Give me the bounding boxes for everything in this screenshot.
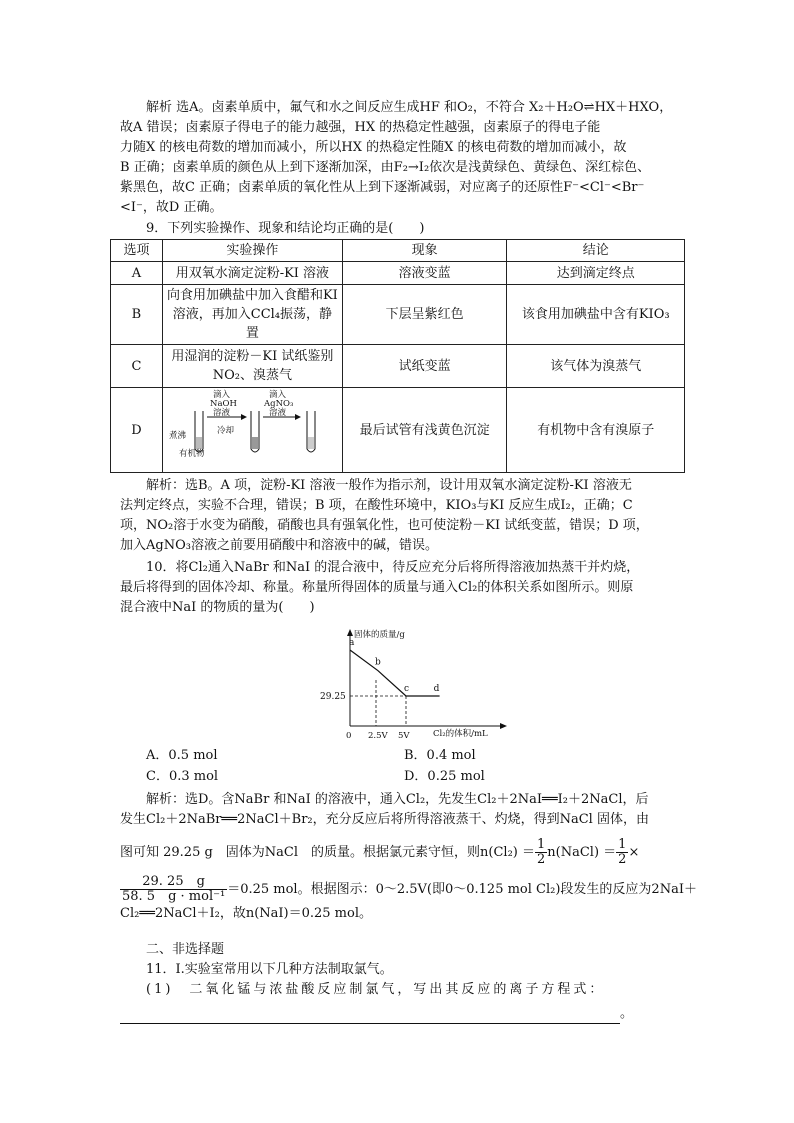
x-axis-arrow bbox=[500, 723, 507, 729]
numerator: 29. 25 g bbox=[120, 875, 227, 890]
point-label-c: c bbox=[404, 684, 410, 694]
fraction-mass-over-molar-mass bbox=[120, 875, 227, 904]
table-cell: 用双氧水滴定淀粉-KI 溶液 bbox=[162, 262, 342, 285]
table-cell: 下层呈紫红色 bbox=[342, 285, 507, 345]
text-line: 力随X 的核电荷数的增加而减小，所以HX 的热稳定性随X 的核电荷数的增加而减小，故 bbox=[120, 140, 627, 155]
table-cell: C bbox=[111, 345, 163, 388]
text-line: 解析 选A。卤素单质中，氟气和水之间反应生成HF 和O₂，不符合 X₂＋H₂O⇌HX＋HXO， bbox=[146, 100, 673, 115]
fraction-half bbox=[535, 838, 547, 867]
question-9-stem bbox=[120, 219, 680, 239]
header-cell: 实验操作 bbox=[162, 240, 342, 262]
denominator: 58. 5 g · mol⁻¹ bbox=[122, 889, 226, 904]
table-cell: A bbox=[111, 262, 163, 285]
question-10-stem bbox=[120, 558, 680, 618]
label-agno3: AgNO₃ bbox=[264, 399, 294, 409]
y-axis-arrow bbox=[347, 629, 353, 636]
text-line: 紫黑色，故C 正确；卤素单质的氧化性从上到下逐渐减弱，对应离子的还原性F⁻<Cl⁻<Br⁻ bbox=[120, 180, 645, 195]
table-cell: 向食用加碘盐中加入食醋和KI 溶液，再加入CCl₄振荡，静置 bbox=[162, 285, 342, 345]
text-fragment: n(NaCl) ＝ bbox=[547, 845, 617, 860]
answer-line bbox=[120, 1004, 680, 1024]
label-naoh: NaOH bbox=[210, 399, 238, 409]
option-d: D．0.25 mol bbox=[404, 769, 485, 784]
test-tube-diagram bbox=[167, 389, 337, 465]
option-b: B．0.4 mol bbox=[404, 748, 476, 763]
table-cell: 有机物中含有溴原子 bbox=[507, 388, 685, 473]
question-11: 11．Ⅰ.实验室常用以下几种方法制取氯气。 bbox=[146, 962, 393, 977]
text-line: 混合液中NaI 的物质的量为( ) bbox=[120, 600, 315, 615]
mass-volume-chart bbox=[318, 626, 508, 741]
label-cool: 冷却 bbox=[217, 426, 235, 436]
text-line: 项，NO₂溶于水变为硝酸，硝酸也具有强氧化性，也可使淀粉－KI 试纸变蓝，错误；D 项， bbox=[120, 518, 649, 533]
text-line: 解析：选B。A 项，淀粉-KI 溶液一般作为指示剂，设计用双氧水滴定淀粉-KI 溶液无 bbox=[146, 478, 632, 493]
table-row bbox=[111, 262, 685, 285]
x-tick-label: 2.5V bbox=[368, 731, 388, 741]
y-tick-label: 29.25 bbox=[320, 692, 346, 702]
text-line: Cl₂══2NaCl＋I₂，故n(NaI)＝0.25 mol。 bbox=[120, 906, 372, 921]
text-line: B 正确；卤素单质的颜色从上到下逐渐加深，由F₂→I₂依次是浅黄绿色、黄绿色、深红棕色、 bbox=[120, 160, 651, 175]
table-cell: 该食用加碘盐中含有KIO₃ bbox=[507, 285, 685, 345]
text-fragment: × bbox=[628, 845, 640, 860]
label-solution-1: 溶液 bbox=[213, 408, 231, 418]
label-organic: 有机物 bbox=[179, 449, 205, 459]
fraction-half bbox=[616, 838, 628, 867]
period: 。 bbox=[620, 1006, 634, 1021]
experiment-diagram-cell bbox=[162, 388, 342, 473]
y-axis-label: 固体的质量/g bbox=[354, 630, 405, 640]
point-label-d: d bbox=[433, 684, 440, 694]
x-tick-label: 0 bbox=[346, 731, 352, 741]
header-cell: 结论 bbox=[507, 240, 685, 262]
analysis-q10 bbox=[120, 790, 697, 924]
x-axis-label: Cl₂的体积/mL bbox=[433, 729, 488, 739]
question-9-table bbox=[110, 239, 685, 473]
question-10-options bbox=[146, 746, 686, 788]
text-line bbox=[120, 874, 697, 904]
table-cell: 试纸变蓝 bbox=[342, 345, 507, 388]
label-solution-2: 溶液 bbox=[269, 408, 287, 418]
table-row bbox=[111, 345, 685, 388]
table-cell: 溶液变蓝 bbox=[342, 262, 507, 285]
text-line: <I⁻，故D 正确。 bbox=[120, 200, 223, 215]
section-non-choice bbox=[120, 940, 680, 1024]
table-row bbox=[111, 285, 685, 345]
text-line: 发生Cl₂＋2NaBr══2NaCl＋Br₂，充分反应后将所得溶液蒸干、灼烧，得到NaCl 固体，由 bbox=[120, 812, 649, 827]
section-title: 二、非选择题 bbox=[146, 942, 225, 957]
answer-blank[interactable] bbox=[120, 1009, 620, 1024]
option-c: C．0.3 mol bbox=[146, 769, 219, 784]
text-line: 故A 错误；卤素原子得电子的能力越强，HX 的热稳定性越强，卤素原子的得电子能 bbox=[120, 120, 601, 135]
analysis-q9 bbox=[120, 476, 680, 556]
table-cell: 达到滴定终点 bbox=[507, 262, 685, 285]
label-drop-1: 滴入 bbox=[213, 390, 231, 400]
table-cell: 用湿润的淀粉－KI 试纸鉴别NO₂、溴蒸气 bbox=[162, 345, 342, 388]
x-tick-label: 5V bbox=[398, 731, 410, 741]
arrow-head-2 bbox=[295, 414, 301, 420]
denominator: 2 bbox=[618, 852, 627, 867]
table-cell: 最后试管有浅黄色沉淀 bbox=[342, 388, 507, 473]
text-line: 解析：选D。含NaBr 和NaI 的溶液中，通入Cl₂，先发生Cl₂＋2NaI══I₂＋2NaCl，后 bbox=[146, 792, 649, 807]
liquid-2 bbox=[252, 437, 258, 449]
text-line: 10．将Cl₂通入NaBr 和NaI 的混合液中，待反应充分后将所得溶液加热蒸干并灼烧， bbox=[146, 560, 640, 575]
analysis-q8 bbox=[120, 98, 680, 218]
arrow-head-1 bbox=[241, 414, 247, 420]
label-boil: 煮沸 bbox=[169, 431, 187, 441]
header-cell: 选项 bbox=[111, 240, 163, 262]
question-11-part-1: (1) 二氧化锰与浓盐酸反应制氯气，写出其反应的离子方程式： bbox=[146, 982, 606, 997]
header-cell: 现象 bbox=[342, 240, 507, 262]
table-cell: B bbox=[111, 285, 163, 345]
text-line bbox=[120, 838, 680, 867]
mass-curve bbox=[350, 650, 440, 696]
text-line: 法判定终点，实验不合理，错误；B 项，在酸性环境中，KIO₃与KI 反应生成I₂，正确；C bbox=[120, 498, 633, 513]
text-line: 9．下列实验操作、现象和结论均正确的是( ) bbox=[146, 221, 425, 236]
liquid-3 bbox=[308, 437, 314, 449]
point-label-a: a bbox=[349, 638, 355, 648]
liquid-1 bbox=[196, 437, 202, 449]
text-line: 最后将得到的固体冷却、称量。称量所得固体的质量与通入Cl₂的体积关系如图所示。则原 bbox=[120, 580, 634, 595]
table-cell: 该气体为溴蒸气 bbox=[507, 345, 685, 388]
denominator: 2 bbox=[537, 852, 546, 867]
numerator: 1 bbox=[618, 837, 627, 852]
table-cell: D bbox=[111, 388, 163, 473]
table-header-row bbox=[111, 240, 685, 262]
numerator: 1 bbox=[537, 837, 546, 852]
table-row bbox=[111, 388, 685, 473]
text-fragment: 图可知 29.25 g 固体为NaCl 的质量。根据氯元素守恒，则n(Cl₂) ＝ bbox=[120, 845, 535, 860]
text-line: 加入AgNO₃溶液之前要用硝酸中和溶液中的碱，错误。 bbox=[120, 538, 438, 553]
text-fragment: ＝0.25 mol。根据图示：0～2.5V(即0～0.125 mol Cl₂)段发生的反应为2NaI＋ bbox=[227, 882, 697, 897]
option-a: A．0.5 mol bbox=[146, 748, 218, 763]
label-drop-2: 滴入 bbox=[269, 390, 287, 400]
point-label-b: b bbox=[375, 657, 381, 668]
